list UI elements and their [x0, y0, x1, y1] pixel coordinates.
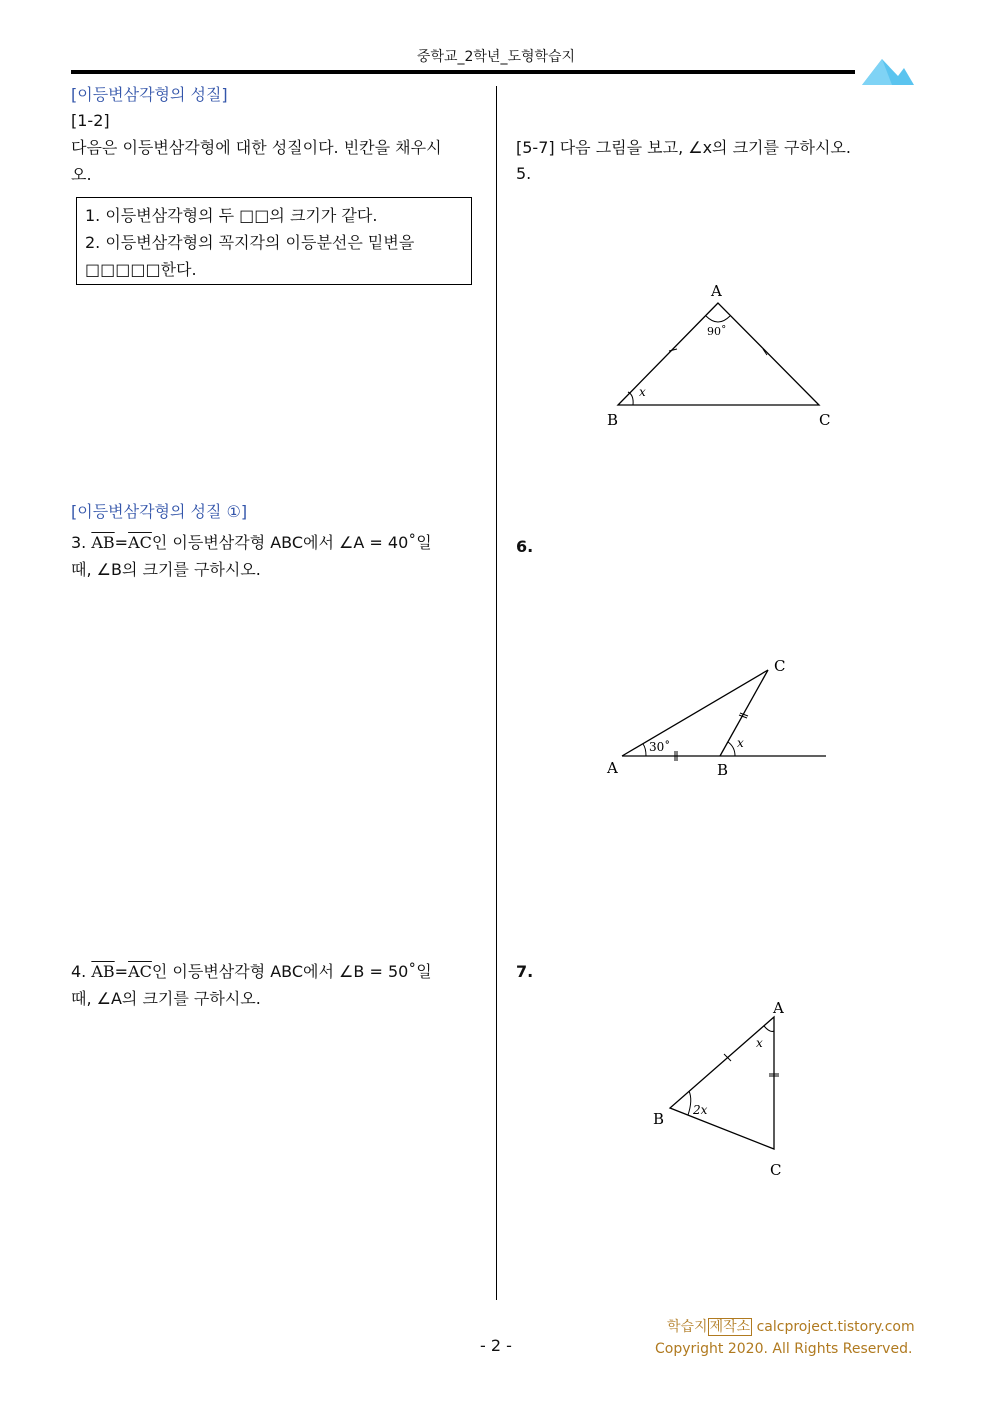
fig5-angle-x: x: [639, 385, 646, 399]
equals-sign: =: [114, 962, 129, 981]
footer-site-link[interactable]: calcproject.tistory.com: [756, 1319, 915, 1335]
property-line1: 1. 이등변삼각형의 두 □□의 크기가 같다.: [85, 206, 378, 225]
equals-sign: =: [114, 533, 129, 552]
header-rule: [71, 70, 855, 74]
fig7-label-c: C: [770, 1161, 782, 1179]
question3-number: 3.: [71, 533, 87, 552]
fig6-label-a: A: [607, 759, 618, 777]
figure6-triangle: [600, 650, 835, 785]
question4-line2: 때, ∠A의 크기를 구하시오.: [71, 989, 261, 1008]
section1-instruction-line1: 다음은 이등변삼각형에 대한 성질이다. 빈칸을 채우시: [71, 138, 442, 157]
fig6-angle-x: x: [737, 736, 744, 750]
figure5-triangle: [600, 280, 840, 435]
figure7-triangle: [640, 995, 800, 1185]
property-line2: 2. 이등변삼각형의 꼭지각의 이등분선은 밑변을: [85, 233, 415, 252]
fig7-angle-x: x: [756, 1036, 763, 1050]
footer-copyright: Copyright 2020. All Rights Reserved.: [655, 1341, 913, 1357]
section1-range: [1-2]: [71, 111, 110, 130]
section1-title: [이등변삼각형의 성질]: [71, 85, 228, 104]
footer-brand: [667, 1316, 915, 1336]
fig5-angle-a: 90˚: [707, 325, 727, 338]
footer-brand-2: 제작소: [709, 1319, 751, 1335]
segment-ab: $\overline{AB}$: [91, 533, 115, 552]
property-line3: □□□□□한다.: [85, 260, 197, 279]
question5-number: 5.: [516, 164, 532, 183]
fig5-label-b: B: [607, 411, 619, 429]
column-divider: [496, 86, 497, 1300]
question6-number: 6.: [516, 537, 534, 556]
question4-number: 4.: [71, 962, 87, 981]
question4-text: 인 이등변삼각형 ABC에서 ∠B = 50˚일: [151, 962, 432, 981]
footer-brand-1: 학습지: [667, 1319, 708, 1335]
page-number: - 2 -: [480, 1336, 512, 1355]
segment-ac: $\overline{AC}$: [128, 962, 152, 981]
fig6-label-b: B: [717, 761, 729, 779]
fig7-angle-2x: 2x: [693, 1103, 708, 1117]
segment-ac: $\overline{AC}$: [128, 533, 152, 552]
question4-line1: [71, 958, 432, 985]
fig7-label-a: A: [773, 999, 784, 1017]
question3-line1: [71, 529, 432, 556]
section2-title: [이등변삼각형의 성질 ①]: [71, 502, 248, 521]
question3-line2: 때, ∠B의 크기를 구하시오.: [71, 560, 261, 579]
fig5-label-c: C: [819, 411, 831, 429]
fig5-label-a: A: [711, 282, 722, 300]
header-title: 중학교_2학년_도형학습지: [416, 49, 576, 65]
segment-ab: $\overline{AB}$: [91, 962, 115, 981]
property-box: [76, 197, 472, 285]
range-5-7-instruction: [5-7] 다음 그림을 보고, ∠x의 크기를 구하시오.: [516, 138, 851, 157]
question3-text: 인 이등변삼각형 ABC에서 ∠A = 40˚일: [151, 533, 432, 552]
fig6-label-c: C: [774, 657, 786, 675]
fig7-label-b: B: [653, 1110, 665, 1128]
fig6-angle-a: 30˚: [649, 740, 671, 754]
section1-instruction-line2: 오.: [71, 165, 92, 184]
mountain-logo-icon: [862, 56, 914, 86]
question7-number: 7.: [516, 962, 534, 981]
